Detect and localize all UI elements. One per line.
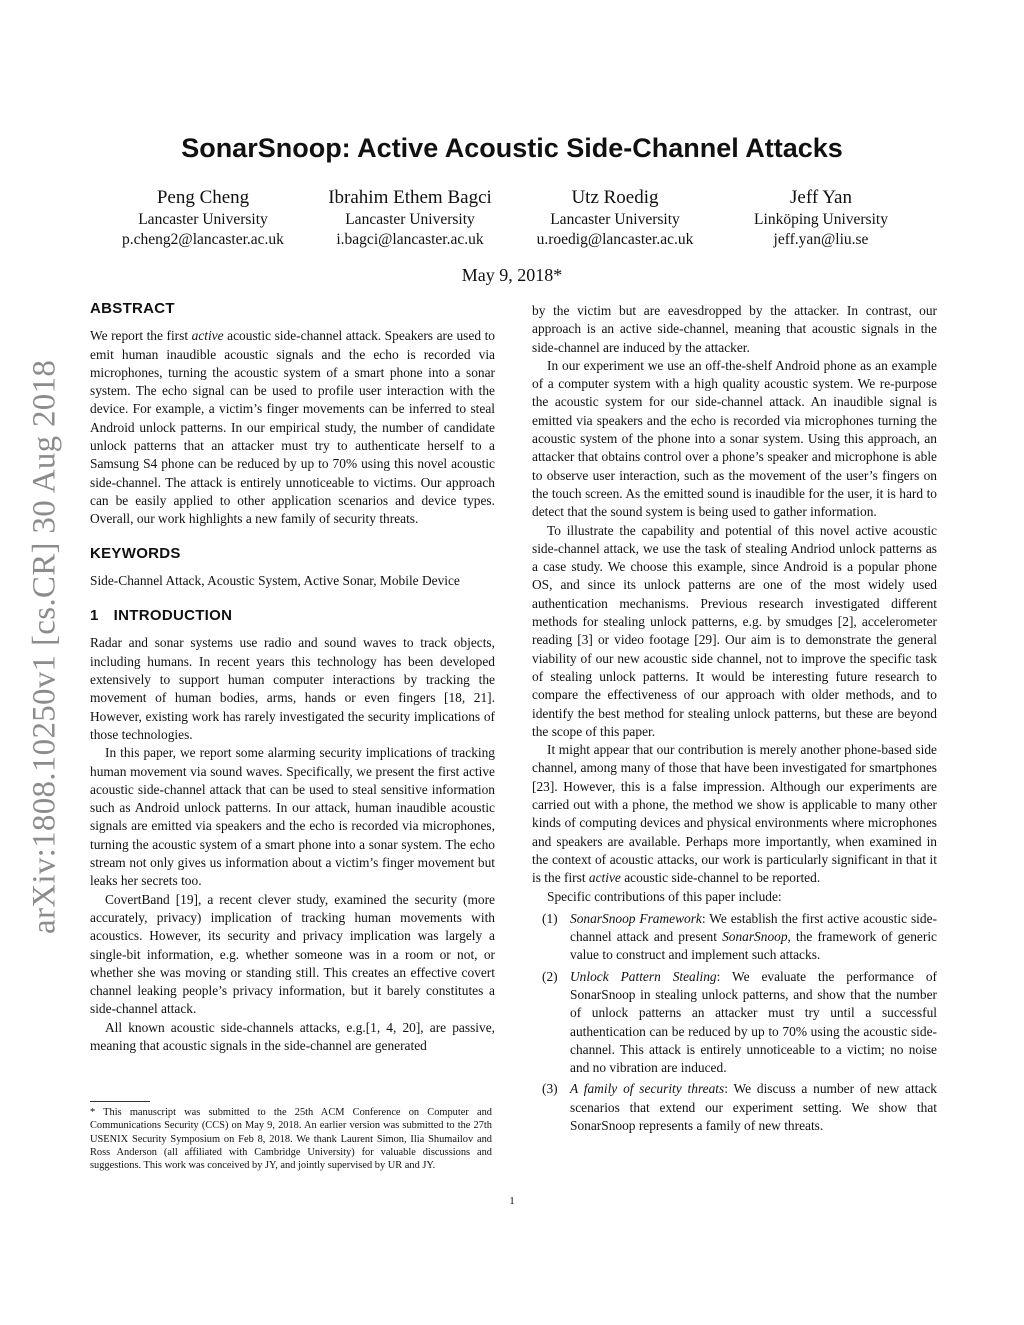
- intro-paragraph-2: In this paper, we report some alarming security implications of tracking human movement via sound waves. Specifically, we present the first active acoustic side-channel attack that can be used to steal sensitive information such as Android unlock patterns. In our attack, human inaudible acoustic signals are emitted via speakers and the echo is recorded via microphones, turning the acoustic system of a smart phone into a sonar system. The echo stream not only gives us information about a victim’s finger movement but leaks her secrets too.: [90, 745, 495, 889]
- author-name: Peng Cheng: [156, 187, 250, 208]
- contribution-title: Unlock Pattern Stealing: [570, 968, 717, 984]
- contribution-item: (1) SonarSnoop Framework: We establish the first active acoustic side-channel attack and present SonarSnoop, the framework of generic value to construct and implement such attacks.: [542, 910, 937, 963]
- author-name: Ibrahim Ethem Bagci: [328, 187, 492, 208]
- abstract-emphasis: active: [191, 328, 224, 344]
- contribution-item: (2) Unlock Pattern Stealing: We evaluate the performance of SonarSnoop in stealing unlock patterns, and show that the number of unlock patterns an attacker must try until a successful authentication can be reduced by up to 70% using the acoustic side-channel. This attack is entirely unnoticeable to a victim; no noise and no vibration are induced.: [542, 968, 938, 1076]
- author-affiliation: Lancaster University: [138, 211, 268, 228]
- abstract-heading: ABSTRACT: [90, 300, 175, 317]
- submission-date: May 9, 2018*: [461, 265, 563, 285]
- contribution-item: (3) A family of security threats: We discuss a number of new attack scenarios that extend our experiment setting. We show that SonarSnoop represents a family of new threats.: [542, 1081, 937, 1134]
- right-column: [532, 302, 937, 1138]
- contribution-title: A family of security threats: [570, 1081, 725, 1097]
- contribution-title: SonarSnoop Framework: [570, 910, 702, 926]
- author-affiliation: Lancaster University: [345, 211, 475, 228]
- intro-paragraph-6: To illustrate the capability and potential of this novel active acoustic side-channel attack, we use the task of stealing Andriod unlock patterns as a case study. We choose this example, since Android is a popular phone OS, and since its unlock patterns are one of the most widely used authentication mechanisms. Previous research investigated different methods for stealing unlock patterns, e.g. by smudges [2], accelerometer reading [3] or video footage [29]. Our aim is to demonstrate the general viability of our new acoustic side channel, not to improve the specific task of stealing unlock patterns. It would be interesting future research to compare the effectiveness of our approach with older methods, and to identify the best method for stealing unlock patterns, but these are beyond the scope of this paper.: [532, 522, 937, 739]
- author-name: Utz Roedig: [571, 187, 659, 208]
- author-affiliation: Lancaster University: [550, 211, 680, 228]
- intro-paragraph-5: In our experiment we use an off-the-shelf Android phone as an example of a computer system with a high quality acoustic system. We re-purpose the acoustic system for our side-channel attack. An inaudible signal is emitted via speakers and the echo is recorded via microphones turning the acoustic system of the phone into a sonar system. Using this approach, an attacker that obtains control over a phone’s speaker and microphone is able to observe user interaction, such as the movement of the user’s fingers on the touch screen. As the emitted sound is inaudible for the user, it is hard to detect that the sound system is being used to gather information.: [532, 357, 937, 520]
- author-email: p.cheng2@lancaster.ac.uk: [122, 231, 284, 248]
- intro-paragraph-7: It might appear that our contribution is merely another phone-based side channel, among many of those that have been investigated for smartphones [23]. However, this is a false impression. Although our experiments are carried out with a phone, the method we show is applicable to many other kinds of computing devices and physical environments where microphones and speakers are available. Perhaps more importantly, when examined in the context of acoustic attacks, our work is particularly significant in that it is the first active acoustic side-channel to be reported.: [532, 742, 937, 886]
- author-name: Jeff Yan: [790, 187, 852, 208]
- author-email: u.roedig@lancaster.ac.uk: [536, 231, 694, 248]
- intro-paragraph-4: All known acoustic side-channels attacks, e.g.[1, 4, 20], are passive, meaning that acoustic signals in the side-channel are generated: [90, 1019, 495, 1053]
- author-affiliation: Linköping University: [754, 211, 888, 228]
- author-3: [500, 186, 730, 250]
- author-email: i.bagci@lancaster.ac.uk: [336, 231, 484, 248]
- footnote-rule: [90, 1101, 150, 1102]
- author-2: [295, 186, 525, 250]
- author-4: [706, 186, 936, 250]
- footnote: * This manuscript was submitted to the 25th ACM Conference on Computer and Communications Security (CCS) on May 9, 2018. An earlier version was submitted to the 27th USENIX Security Symposium on Feb 8, 2018. We thank Laurent Simon, Ilia Shumailov and Ross Anderson (all affiliated with Cambridge University) for valuable discussions and suggestions. This work was conceived by JY, and jointly supervised by UR and JY.: [90, 1107, 492, 1172]
- arxiv-stamp: arXiv:1808.10250v1 [cs.CR] 30 Aug 2018: [26, 359, 63, 935]
- paper-title: SonarSnoop: Active Acoustic Side-Channel Attacks: [181, 133, 843, 163]
- contributions-list: [532, 910, 937, 1136]
- intro-paragraph-1: Radar and sonar systems use radio and sound waves to track objects, including humans. In recent years this technology has been developed extensively to support human computer interactions by tracking the movement of human bodies, arms, hands or even fingers [18, 21]. However, existing work has rarely investigated the security implications of those technologies.: [90, 635, 495, 742]
- keywords-text: Side-Channel Attack, Acoustic System, Active Sonar, Mobile Device: [90, 572, 460, 588]
- left-column: [90, 300, 495, 1055]
- intro-paragraph-8: Specific contributions of this paper include:: [547, 888, 782, 904]
- abstract-text: We report the first active acoustic side-channel attack. Speakers are used to emit human inaudible acoustic signals and the echo is recorded via microphones, turning the acoustic system of a smart phone into a sonar system. The echo signal can be used to profile user interaction with the device. For example, a victim’s finger movements can be inferred to steal Android unlock patterns. In our empirical study, the number of candidate unlock patterns that an attacker must try to authenticate herself to a Samsung S4 phone can be reduced by up to 70% using this novel acoustic side-channel. The attack is entirely unnoticeable to victims. Our approach can be easily applied to other application scenarios and device types. Overall, our work highlights a new family of security threats.: [90, 328, 495, 527]
- intro-paragraph-3: CovertBand [19], a recent clever study, examined the security (more accurately, privacy) implication of tracking human movements with acoustics. However, its security and privacy implication was largely a single-bit information, e.g. whether someone was in a room or not, or whether she was moving or standing still. This creates an effective covert channel leaking people’s privacy information, but it barely constitutes a side-channel attack.: [90, 891, 495, 1017]
- author-email: jeff.yan@liu.se: [773, 231, 869, 248]
- page-number: 1: [509, 1195, 515, 1207]
- intro-heading: 1 INTRODUCTION: [90, 607, 233, 625]
- keywords-heading: KEYWORDS: [90, 544, 181, 562]
- author-1: [88, 186, 318, 250]
- intro-paragraph-4-continued: by the victim but are eavesdropped by the attacker. In contrast, our approach is an active side-channel, meaning that acoustic signals in the side-channel are induced by the attacker.: [532, 303, 937, 355]
